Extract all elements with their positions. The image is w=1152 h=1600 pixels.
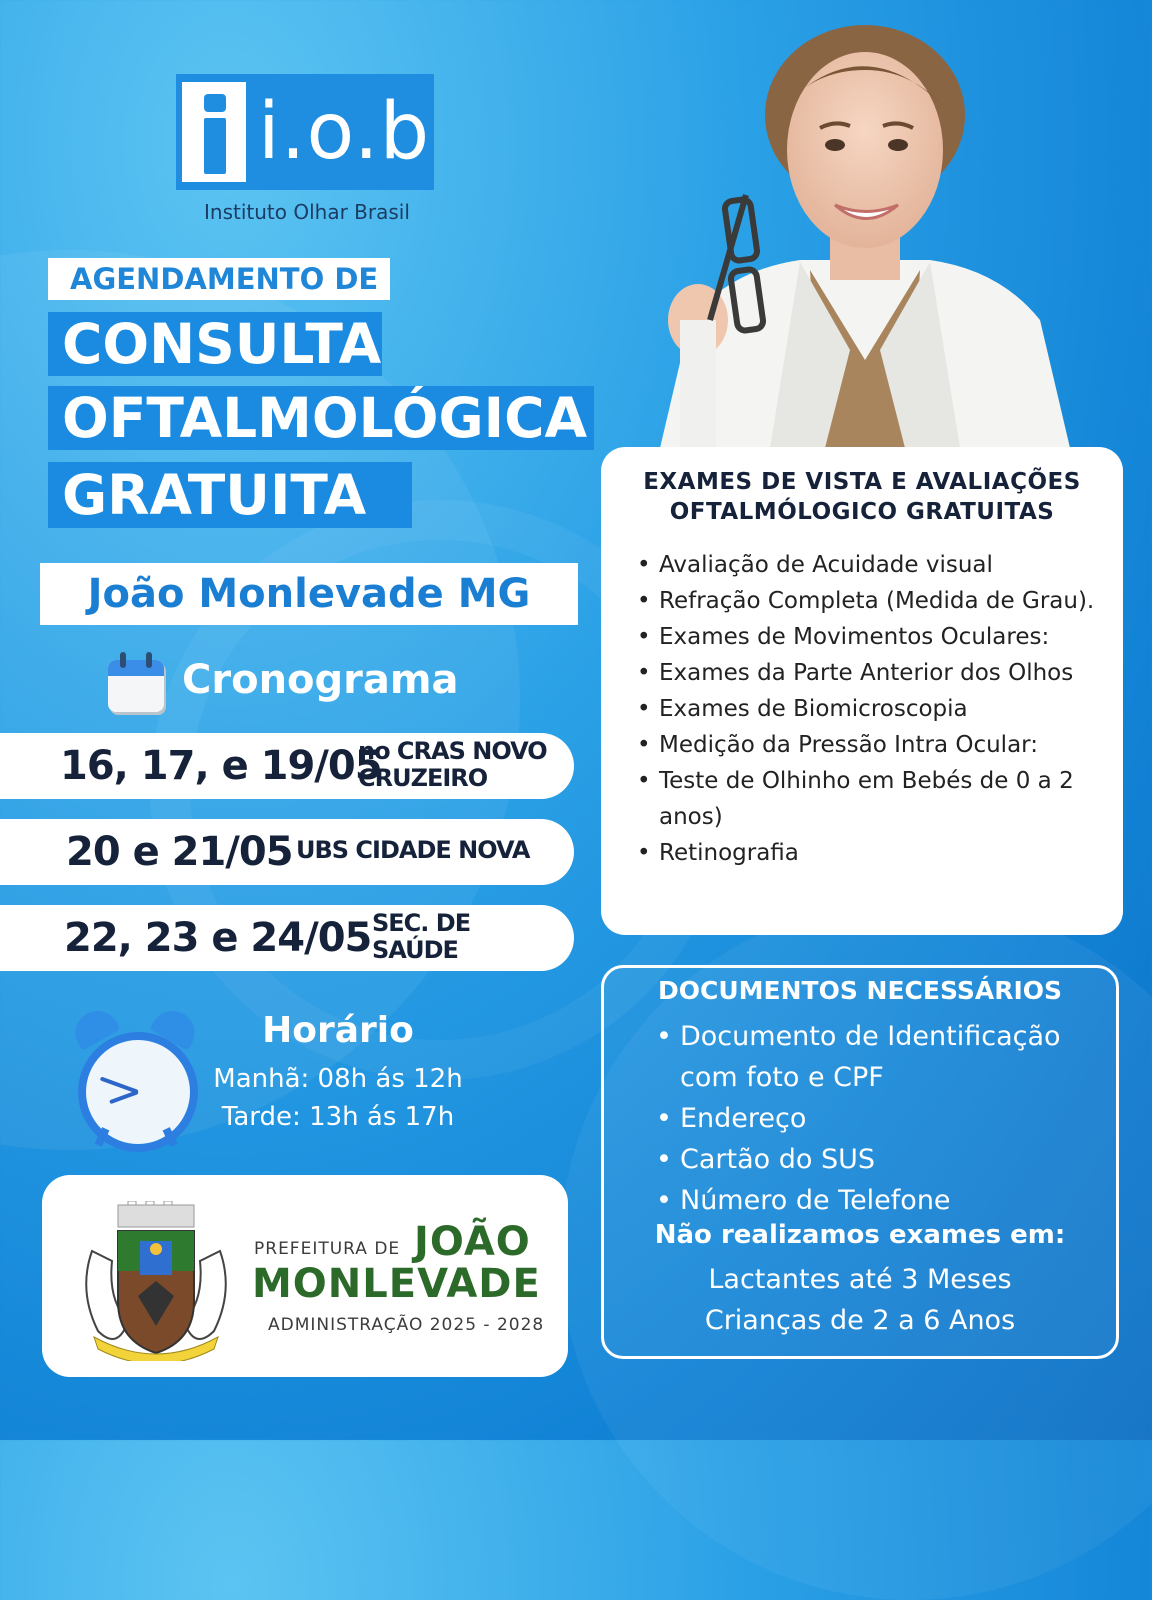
doctor-photo xyxy=(650,20,1080,448)
not-accepted-item: Crianças de 2 a 6 Anos xyxy=(704,1305,1016,1336)
schedule-title: Cronograma xyxy=(182,657,459,703)
exams-list xyxy=(659,547,1099,871)
list-item: • Exames de Movimentos Oculares: xyxy=(659,619,1099,655)
headline-line-2: OFTALMOLÓGICA xyxy=(48,386,594,450)
list-item: • Cartão do SUS xyxy=(680,1139,1100,1180)
iob-logo xyxy=(176,74,434,190)
headline-line-1: CONSULTA xyxy=(48,312,382,376)
schedule-place: UBS CIDADE NOVA xyxy=(296,836,530,864)
prefeitura-card xyxy=(42,1175,568,1377)
documents-list xyxy=(680,1016,1100,1221)
logo-mark: i.o.b xyxy=(258,87,431,177)
city-crest-icon xyxy=(78,1201,234,1361)
schedule-place: CRUZEIRO xyxy=(358,764,488,792)
logo-i-icon xyxy=(182,82,246,182)
list-item: • Documento de Identificação com foto e CPF xyxy=(680,1016,1100,1098)
exams-title-line: EXAMES DE VISTA E AVALIAÇÕES xyxy=(643,469,1081,495)
list-item: • Refração Completa (Medida de Grau). xyxy=(659,583,1099,619)
list-item: • Retinografia xyxy=(659,835,1099,871)
schedule-date: 22, 23 e 24/05 xyxy=(64,915,372,961)
headline-line-3: GRATUITA xyxy=(48,462,412,528)
schedule-place: SAÚDE xyxy=(372,936,458,964)
schedule-date: 20 e 21/05 xyxy=(66,829,293,875)
schedule-item xyxy=(0,905,574,971)
logo-subtitle: Instituto Olhar Brasil xyxy=(204,200,410,224)
calendar-icon xyxy=(108,650,166,712)
list-item: • Exames da Parte Anterior dos Olhos xyxy=(659,655,1099,691)
list-item: • Teste de Olhinho em Bebés de 0 a 2 anos) xyxy=(659,763,1099,835)
hours-afternoon: Tarde: 13h ás 17h xyxy=(221,1102,455,1132)
schedule-place: SEC. DE xyxy=(372,909,471,937)
documents-card xyxy=(601,965,1119,1359)
exams-title-line: OFTALMÓLOGICO GRATUITAS xyxy=(669,499,1055,525)
city-label: João Monlevade MG xyxy=(40,563,578,625)
documents-title: DOCUMENTOS NECESSÁRIOS xyxy=(657,976,1063,1005)
schedule-place: no CRAS NOVO xyxy=(358,737,547,765)
exams-card xyxy=(601,447,1123,935)
hours-title: Horário xyxy=(262,1010,414,1051)
hours-morning: Manhã: 08h ás 12h xyxy=(213,1064,463,1094)
schedule-item xyxy=(0,733,574,799)
prefeitura-label: PREFEITURA DE xyxy=(254,1239,401,1259)
prefeitura-admin: ADMINISTRAÇÃO 2025 - 2028 xyxy=(268,1315,545,1335)
list-item: • Endereço xyxy=(680,1098,1100,1139)
list-item: • Avaliação de Acuidade visual xyxy=(659,547,1099,583)
prefeitura-name: MONLEVADE xyxy=(252,1261,541,1307)
headline-tag: AGENDAMENTO DE xyxy=(48,258,390,300)
schedule-item xyxy=(0,819,574,885)
list-item: • Número de Telefone xyxy=(680,1180,1100,1221)
not-accepted-item: Lactantes até 3 Meses xyxy=(708,1264,1012,1295)
alarm-clock-icon xyxy=(72,1012,200,1146)
prefeitura-name: JOÃO xyxy=(414,1219,531,1265)
schedule-date: 16, 17, e 19/05 xyxy=(60,743,382,789)
list-item: • Exames de Biomicroscopia xyxy=(659,691,1099,727)
exams-title xyxy=(601,467,1123,527)
list-item: • Medição da Pressão Intra Ocular: xyxy=(659,727,1099,763)
not-accepted-title: Não realizamos exames em: xyxy=(654,1220,1066,1250)
